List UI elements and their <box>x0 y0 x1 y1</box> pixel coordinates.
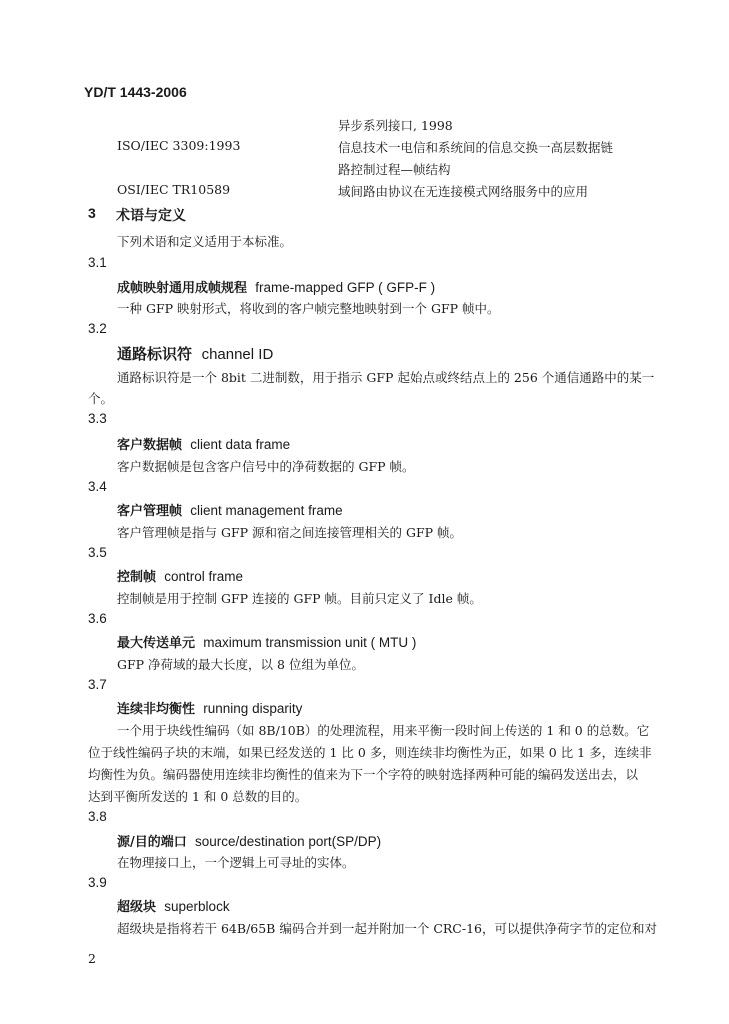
section-intro: 下列术语和定义适用于本标准。 <box>117 234 293 249</box>
term-number: 3.9 <box>88 875 107 890</box>
term-number: 3.7 <box>88 677 107 692</box>
term-definition: 一个用于块线性编码（如 8B/10B）的处理流程，用来平衡一段时间上传送的 1 和 0 的总数。它 <box>117 723 650 738</box>
term-heading <box>117 434 290 453</box>
term-heading <box>117 698 302 717</box>
term-heading <box>117 566 243 585</box>
term-number: 3.3 <box>88 411 107 426</box>
reference-code: ISO/IEC 3309:1993 <box>117 138 241 153</box>
term-en: client management frame <box>190 503 343 518</box>
term-en: frame-mapped GFP ( GFP-F ) <box>255 280 436 295</box>
document-id: YD/T 1443-2006 <box>84 84 187 100</box>
term-zh: 客户管理帧 <box>117 504 183 519</box>
term-heading <box>117 896 230 915</box>
term-en: channel ID <box>201 346 274 363</box>
term-zh: 超级块 <box>117 900 157 915</box>
term-definition: GFP 净荷域的最大长度，以 8 位组为单位。 <box>117 657 364 672</box>
term-definition: 通路标识符是一个 8bit 二进制数，用于指示 GFP 起始点或终结点上的 256 个通信通路中的某一 <box>117 370 655 385</box>
term-zh: 通路标识符 <box>117 345 193 363</box>
term-definition: 控制帧是用于控制 GFP 连接的 GFP 帧。目前只定义了 Idle 帧。 <box>117 591 482 606</box>
term-definition: 一种 GFP 映射形式，将收到的客户帧完整地映射到一个 GFP 帧中。 <box>117 301 500 316</box>
term-en: running disparity <box>203 701 303 716</box>
term-zh: 源/目的端口 <box>117 835 187 850</box>
term-en: client data frame <box>190 437 291 452</box>
term-zh: 客户数据帧 <box>117 438 183 453</box>
reference-desc: 域间路由协议在无连接模式网络服务中的应用 <box>338 184 589 199</box>
term-definition: 超级块是指将若干 64B/65B 编码合并到一起并附加一个 CRC-16，可以提供净荷字节的定位和对 <box>117 921 657 936</box>
term-en: source/destination port(SP/DP) <box>195 834 382 849</box>
term-number: 3.4 <box>88 479 107 494</box>
term-definition: 客户管理帧是指与 GFP 源和宿之间连接管理相关的 GFP 帧。 <box>117 525 463 540</box>
term-zh: 连续非均衡性 <box>117 702 196 717</box>
term-definition: 达到平衡所发送的 1 和 0 总数的目的。 <box>88 789 308 804</box>
term-number: 3.2 <box>88 321 107 336</box>
term-definition: 个。 <box>88 391 114 406</box>
term-heading <box>117 500 343 519</box>
section-number: 3 <box>88 205 96 221</box>
reference-desc: 异步系列接口, 1998 <box>338 118 453 133</box>
term-heading <box>117 343 273 364</box>
term-en: superblock <box>164 899 230 914</box>
reference-desc: 路控制过程—帧结构 <box>338 162 451 177</box>
term-number: 3.6 <box>88 611 107 626</box>
term-heading <box>117 277 435 296</box>
term-zh: 控制帧 <box>117 570 157 585</box>
term-en: maximum transmission unit ( MTU ) <box>203 635 417 650</box>
term-definition: 位于线性编码子块的末端，如果已经发送的 1 比 0 多，则连续非均衡性为正，如果 0 比 1 多，连续非 <box>88 745 652 760</box>
term-heading <box>117 831 381 850</box>
term-en: control frame <box>164 569 244 584</box>
term-definition: 均衡性为负。编码器使用连续非均衡性的值来为下一个字符的映射选择两种可能的编码发送出去，以 <box>88 767 639 782</box>
term-number: 3.8 <box>88 809 107 824</box>
term-definition: 客户数据帧是包含客户信号中的净荷数据的 GFP 帧。 <box>117 459 415 474</box>
term-number: 3.5 <box>88 545 107 560</box>
term-heading <box>117 632 416 651</box>
term-zh: 最大传送单元 <box>117 636 196 651</box>
term-zh: 成帧映射通用成帧规程 <box>117 281 248 296</box>
term-definition: 在物理接口上，一个逻辑上可寻址的实体。 <box>117 855 355 870</box>
page-number: 2 <box>88 951 96 966</box>
term-number: 3.1 <box>88 255 107 270</box>
reference-desc: 信息技术一电信和系统间的信息交换一高层数据链 <box>338 140 614 155</box>
section-title: 术语与定义 <box>116 207 186 223</box>
reference-code: OSI/IEC TR10589 <box>117 182 231 197</box>
